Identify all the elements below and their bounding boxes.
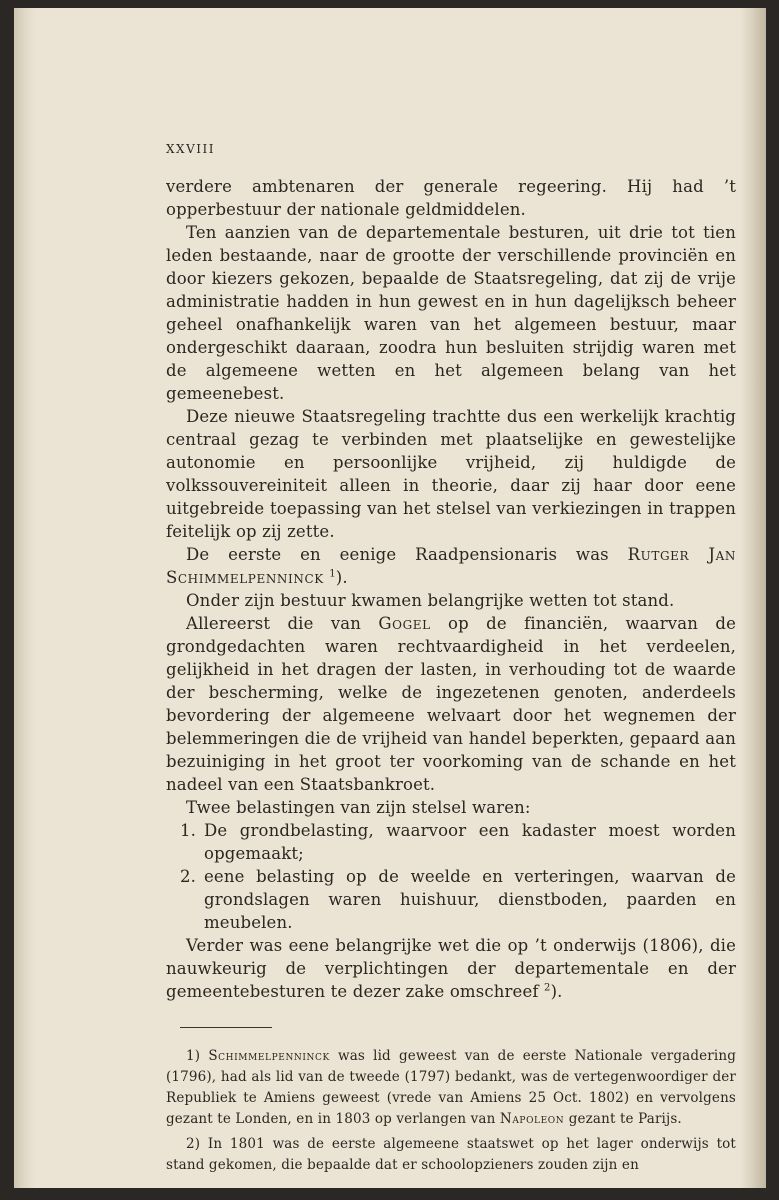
footnote-1 [166,1046,736,1130]
paragraph-1: verdere ambtenaren der generale regeering. Hij had ’t opperbestuur der nationale geldmiddelen. [166,177,736,219]
list-item [166,819,736,865]
footnote-2 [166,1134,736,1176]
paragraph-10-text: Verder was eene belangrijke wet die op ’t onderwijs (1806), die nauwkeurig de verplichtingen der departementale en der gemeentebesturen te dezer zake omschreef [166,936,736,1001]
footnote-ref-2: 2 [544,982,551,994]
paragraph-5: Onder zijn bestuur kwamen belangrijke wetten tot stand. [186,591,675,610]
list-item-number: 1. [180,821,197,840]
footnote-1-text-end: gezant te Parijs. [564,1111,682,1127]
footnote-1-name: Schimmelpenninck [208,1048,330,1064]
paragraph-7: Twee belastingen van zijn stelsel waren: [186,798,531,817]
paragraph-6-start: Allereerst die van [186,614,379,633]
footnote-1-name-napoleon: Napoleon [499,1111,565,1127]
page-edge-shadow [740,8,766,1188]
footnote-2-text: In 1801 was de eerste algemeene staatswet op het lager onderwijs tot stand gekomen, die bepaalde dat er schoolopzieners zouden zijn en [166,1136,736,1173]
paragraph-10-end: ). [550,982,563,1001]
paragraph-10 [166,934,736,1003]
footnote-1-mark: 1) [186,1048,201,1064]
footnote-1-text: was lid geweest van de eerste Nationale vergadering (1796), had als lid van de tweede (1797) bedankt, was de vertegenwoordiger der Republiek te Amiens geweest (vrede van Amiens 25 Oct. 1802) en vervolgens gezant te Londen, en in 1803 op verlangen van [166,1048,736,1127]
footnote-2-mark: 2) [186,1136,201,1152]
raadpensionaris-name: Rutger Jan Schimmelpenninck [166,545,736,587]
paragraph-4-end: ). [335,568,348,587]
paragraph-2: Ten aanzien van de departementale besturen, uit drie tot tien leden bestaande, naar de grootte der verschillende provinciën en door kiezers gekozen, bepaalde de Staatsregeling, dat zij de vrije administratie hadden in hun gewest en in hun dagelijksch beheer geheel onafhankelijk waren van het algemeen bestuur, maar ondergeschikt daaraan, zoodra hun besluiten strijdig waren met de algemeene wetten en het algemeen belang van het gemeenebest. [166,223,736,403]
page-number: XXVIII [166,142,215,156]
list-item-text: De grondbelasting, waarvoor een kadaster moest worden opgemaakt; [204,821,736,863]
book-page [14,8,766,1188]
list-item [166,865,736,934]
paragraph-4 [166,543,736,589]
list-item-number: 2. [180,867,197,886]
gogel-name: Gogel [378,614,431,633]
paragraph-6 [166,612,736,796]
paragraph-3: Deze nieuwe Staatsregeling trachtte dus een werkelijk krachtig centraal gezag te verbinden met plaatselijke en gewestelijke autonomie en persoonlijke vrijheid, zij huldigde de volkssouvereiniteit alleen in theorie, daar zij haar door eene uitgebreide toepassing van het stelsel van verkiezingen in trappen feitelijk op zij zette. [166,407,736,541]
list-item-text: eene belasting op de weelde en verteringen, waarvan de grondslagen waren huishuur, dienstboden, paarden en meubelen. [204,867,736,932]
paragraph-4-text: De eerste en eenige Raadpensionaris was [186,545,628,564]
page-text-block [166,138,736,1180]
footnote-divider [180,1027,272,1028]
page-binding-shadow [14,8,36,1188]
footnote-ref-1: 1 [329,568,336,580]
paragraph-6-text: op de financiën, waarvan de grondgedachten waren rechtvaardigheid in het verdeelen, gelijkheid in het dragen der lasten, in verhouding tot de waarde der bescherming, welke de ingezetenen genoten, anderdeels bevordering der algemeene welvaart door het wegnemen der belemmeringen die de vrijheid van handel beperkten, gepaard aan bezuiniging in het groot ter voorkoming van de schande en het nadeel van een Staatsbankroet. [166,614,736,794]
